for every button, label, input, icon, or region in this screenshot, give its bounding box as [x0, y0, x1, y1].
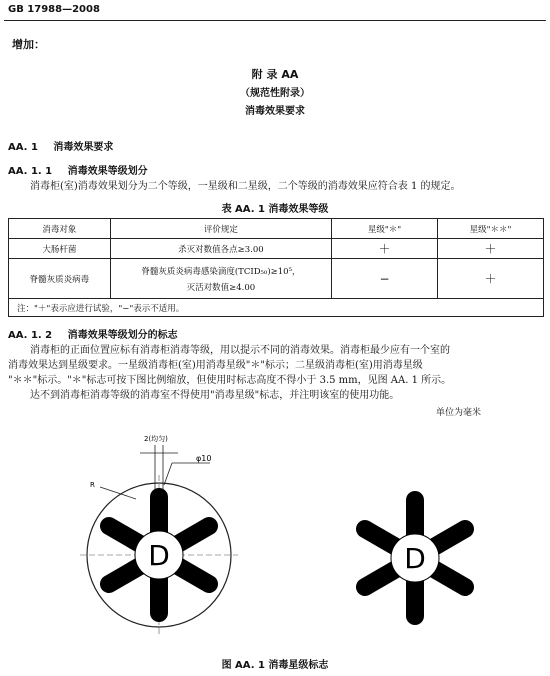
header-cell: 星级"＊＊"	[438, 219, 544, 239]
header-rule	[4, 20, 546, 21]
section-number: AA. 1. 2	[8, 330, 53, 341]
mark-paragraph-line: 达不到消毒柜消毒等级的消毒室不得使用"消毒星级"标志，并注明该室的使用功能。	[30, 390, 400, 401]
letter-d: D	[148, 539, 170, 572]
appendix-nature: （规范性附录）	[240, 88, 310, 99]
letter-d: D	[404, 542, 426, 575]
object-cell: 脊髓灰质炎病毒	[9, 259, 111, 299]
header-cell: 消毒对象	[9, 219, 111, 239]
addition-label: 增加：	[12, 38, 45, 51]
object-cell: 大肠杆菌	[9, 239, 111, 259]
table-note-row	[9, 299, 544, 317]
standard-header: GB 17988—2008	[8, 4, 100, 15]
dimension-width-label: 2(均匀)	[144, 435, 168, 443]
table-note: 注："＋"表示应进行试验，"−"表示不适用。	[9, 299, 544, 317]
header-cell: 评价规定	[110, 219, 331, 239]
mark-paragraph-line: 消毒效果达到星级要求。一星级消毒柜(室)用消毒星级"＊"标示；二星级消毒柜(室)用消毒星级	[8, 360, 423, 371]
dimension-diameter-label: φ10	[196, 454, 212, 463]
section-title: 消毒效果要求	[53, 142, 114, 153]
star-mark-plain	[340, 480, 490, 630]
table-caption: 表 AA. 1 消毒效果等级	[221, 204, 329, 215]
appendix-name: 消毒效果要求	[245, 106, 305, 117]
table-header-row	[9, 219, 544, 239]
section-number: AA. 1. 1	[8, 166, 53, 177]
rule-cell: 杀灭对数值各点≥3.00	[110, 239, 331, 259]
one-star-cell: ＋	[331, 239, 437, 259]
radius-label: R	[90, 481, 95, 489]
section-aa1	[8, 138, 113, 153]
efficacy-table	[8, 218, 544, 317]
figure-caption: 图 AA. 1 消毒星级标志	[221, 660, 329, 671]
appendix-title: 附 录 AA	[251, 68, 299, 81]
mark-paragraph-line: 消毒柜的正面位置应标有消毒柜消毒等级，用以提示不同的消毒效果。消毒柜最少应有一个室的	[30, 345, 450, 356]
rule-line: 灭活对数值≥4.00	[186, 282, 256, 293]
table-row	[9, 239, 544, 259]
one-star-cell: −	[331, 259, 437, 299]
two-star-cell: ＋	[438, 259, 544, 299]
table-row	[9, 259, 544, 299]
two-star-cell: ＋	[438, 239, 544, 259]
rule-line: 脊髓灰质炎病毒感染滴度(TCID₅₀)≥10⁵，	[141, 266, 301, 277]
grade-paragraph: 消毒柜(室)消毒效果划分为二个等级，一星级和二星级，二个等级的消毒效果应符合表 1 的规定。	[30, 181, 461, 192]
section-aa1-2	[8, 326, 178, 341]
unit-note: 单位为毫米	[436, 408, 482, 418]
rule-cell	[110, 259, 331, 299]
section-aa1-1	[8, 162, 148, 177]
section-title: 消毒效果等级划分的标志	[67, 330, 178, 341]
star-mark-dimensioned	[60, 425, 270, 635]
header-cell: 星级"＊"	[331, 219, 437, 239]
mark-paragraph-line: "＊＊"标示。"＊"标志可按下图比例缩放，但使用时标志高度不得小于 3.5 mm，见图 AA. 1 所示。	[8, 375, 452, 386]
section-title: 消毒效果等级划分	[67, 166, 148, 177]
section-number: AA. 1	[8, 142, 38, 153]
